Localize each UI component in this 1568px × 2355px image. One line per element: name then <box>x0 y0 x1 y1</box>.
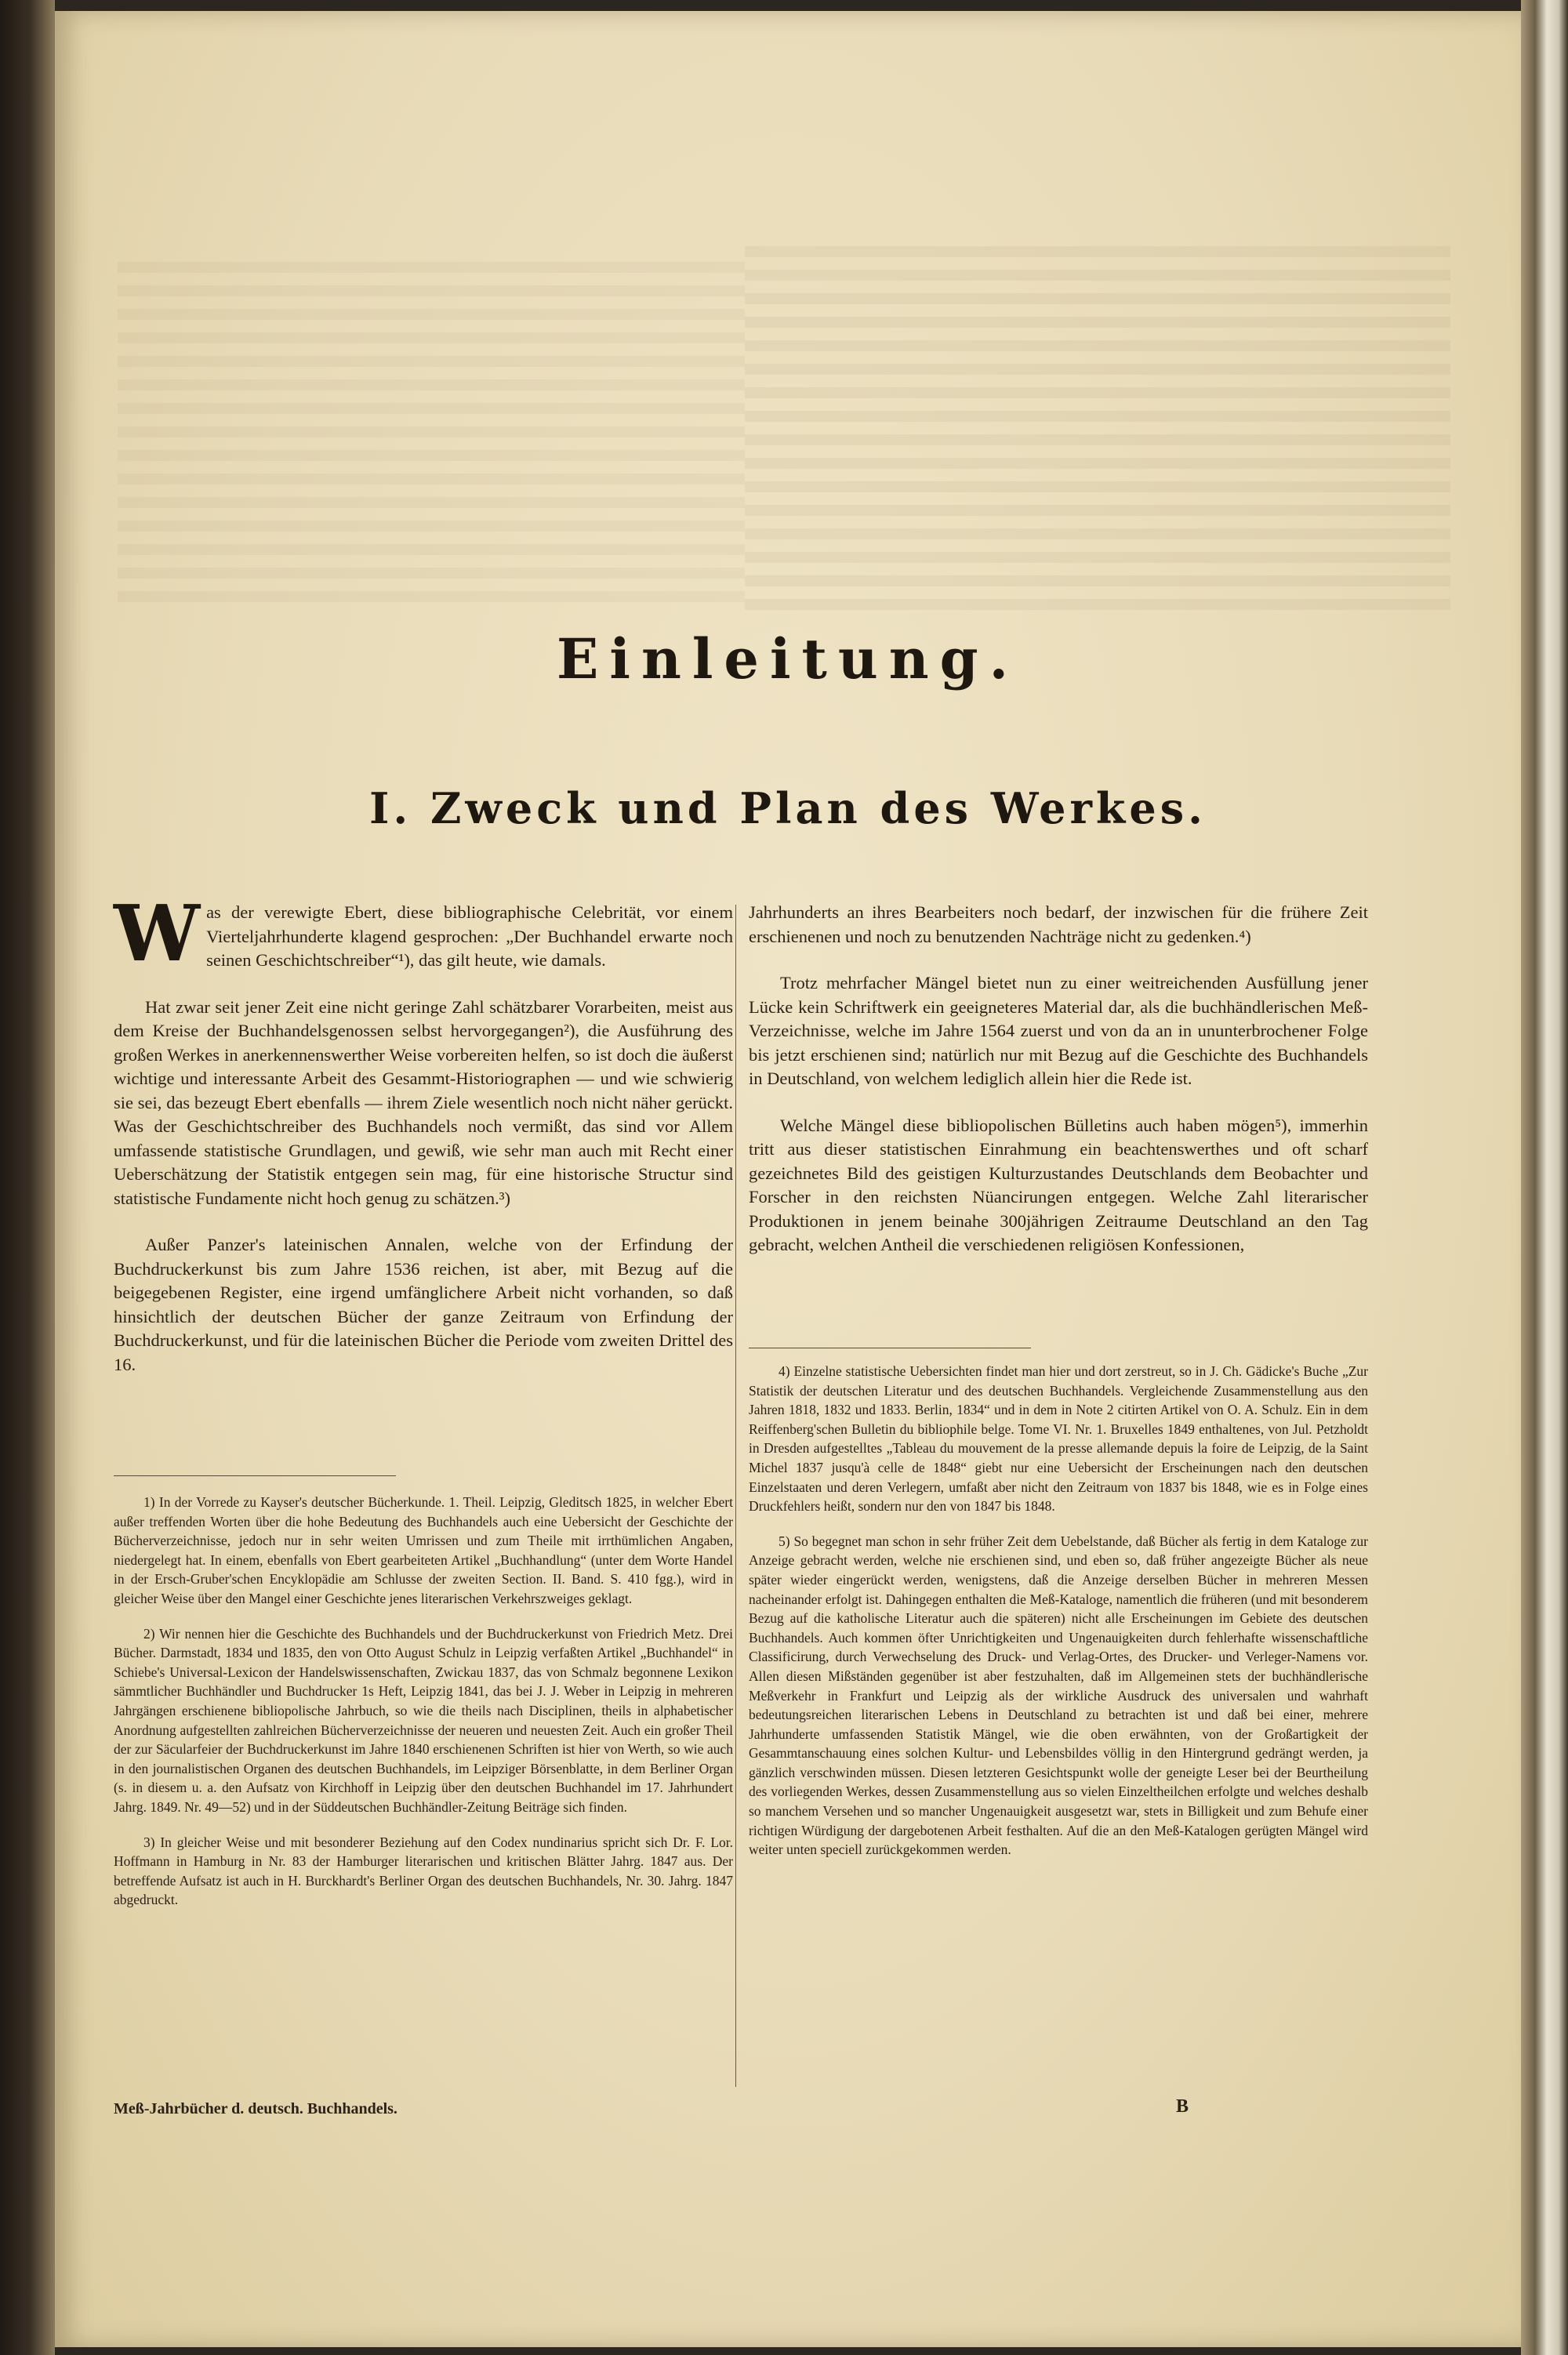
footnote: 5) So begegnet man schon in sehr früher Zeit dem Uebelstande, daß Bücher als fertig in dem Kataloge zur Anzeige gebracht werden, welche nie erschienen sind, und eben so, daß früher angezeigte Bücher als neue später wieder eingerückt werden, wenigstens, daß die Anzeige derselben Bücher in mehreren Messen nacheinander erfolgt ist. Dahingegen enthalten die Meß-Kataloge, namentlich die früheren (und mit besonderem Bezug auf die katholische Literatur auch die späteren) nicht alle Erscheinungen im Gebiete des deutschen Buchhandels. Auch kommen öfter Unrichtigkeiten und Ungenauigkeiten durch fehlerhafte wissenschaftliche Classificirung, durch Verwechselung des Druck- und Verlag-Ortes, des Drucker- und Verleger-Namens vor. Allen diesen Mißständen gegenüber ist aber festzuhalten, daß im Allgemeinen stets der buchhändlerische Meßverkehr in Frankfurt und Leipzig als der wirkliche Ausdruck des universalen und wahrhaft bedeutungsreichen literarischen Lebens in Deutschland zu betrachten ist und daß bei einer, mehrere Jahrhunderte umfassenden Statistik Mängel, wie die oben erwähnten, von der Großartigkeit der Gesammtanschauung eines solchen Kultur- und Lebensbildes völlig in den Hintergrund gedrängt werden, ja gänzlich verschwinden müssen. Diesen letzteren Gesichtspunkt wolle der geneigte Leser bei der Beurtheilung des vorliegenden Werkes, dessen Zusammenstellung aus so vielen Einzeltheilchen erfolgte und welches deshalb so manchem Versehen und so mancher Ungenauigkeit ausgesetzt war, stets in Billigkeit und zum Behufe einer richtigen Würdigung der dargebotenen Arbeit festhalten. Auf die an den Meß-Katalogen gerügten Mängel wird weiter unten speciell zurückgekommen werden. <box>749 1533 1368 1858</box>
paragraph: Außer Panzer's lateinischen Annalen, welche von der Erfindung der Buchdruckerkunst bis zum Jahre 1536 reichen, ist aber, mit Bezug auf die beigegebenen Register, eine irgend umfänglichere Arbeit nicht vorhanden, so daß hinsichtlich der deutschen Bücher der ganze Zeitraum von Erfindung der Buchdruckerkunst, und für die lateinischen Bücher die Periode vom zweiten Drittel des 16. <box>114 1235 733 1374</box>
section-title: I. Zweck und Plan des Werkes. <box>369 783 1207 833</box>
footnote: 2) Wir nennen hier die Geschichte des Buchhandels und der Buchdruckerkunst von Friedrich Metz. Drei Bücher. Darmstadt, 1834 und 1835, den von Otto August Schulz in Leipzig verfaßten Artikel „Buchhandel“ in Schiebe's Universal-Lexicon der Handelswissenschaften, Zwickau 1837, das von Schmalz begonnene Lexikon sämmtlicher Buchhändler und Buchdrucker 1s Heft, Leipzig 1841, das bei J. J. Weber in Leipzig in mehreren Jahrgängen erschienene bibliopolische Jahrbuch, so wie die theils nach Disciplinen, theils in alphabetischer Anordnung aufgestellten zahlreichen Bücherverzeichnisse der neueren und neuesten Zeit. Auch ein großer Theil der zur Säcularfeier der Buchdruckerkunst im Jahre 1840 erschienenen Schriften ist hier von Werth, so wie auch in den journalistischen Organen des deutschen Buchhandels, im Leipziger Börsenblatte, in dem Berliner Organ (s. in diesem u. a. den Aufsatz von Kirchhoff in Leipzig über den deutschen Buchhandel im 17. Jahrhundert Jahrg. 1849. Nr. 49—52) und in der Süddeutschen Buchhändler-Zeitung Beiträge sich finden. <box>114 1625 733 1815</box>
footnote: 4) Einzelne statistische Uebersichten findet man hier und dort zerstreut, so in J. Ch. Gädicke's Buche „Zur Statistik der deutschen Literatur und des deutschen Buchhandels. Vergleichende Zusammenstellung aus den Jahren 1818, 1832 und 1833. Berlin, 1834“ und in dem in Note 2 citirten Artikel von O. A. Schulz. Ein in dem Reiffenberg'schen Bulletin du bibliophile belge. Tome VI. Nr. 1. Bruxelles 1849 enthaltenes, von Jul. Petzholdt in Dresden aufgestelltes „Tableau du mouvement de la presse allemande depuis la foire de Leipzig, de la Saint Michel 1837 jusqu'à celle de 1848“ giebt nur eine Uebersicht der Erscheinungen nach den deutschen Einzelstaaten und deren Verlegern, umfaßt aber nicht den Zeitraum von 1837 bis 1848, wie es in Folge eines Druckfehlers heißt, sondern nur den von 1847 bis 1848. <box>749 1363 1368 1515</box>
paragraph: Welche Mängel diese bibliopolischen Bülletins auch haben mögen⁵), immerhin tritt aus dieser statistischen Einrahmung ein beachtenswerthes und oft scharf gezeichnetes Bild des geistigen Kulturzustandes Deutschlands dem Beobachter und Forscher in den reichsten Nüancirungen entgegen. Welche Zahl literarischer Produktionen in jenem beinahe 300jährigen Zeitraume Deutschland an den Tag gebracht, welchen Antheil die verschiedenen religiösen Konfessionen, <box>749 1115 1368 1254</box>
drop-cap: W <box>114 889 201 979</box>
paragraph: Hat zwar seit jener Zeit eine nicht geringe Zahl schätzbarer Vorarbeiten, meist aus dem Kreise der Buchhandelsgenossen selbst hervorgegangen²), die Ausführung des großen Werkes in anerkennenswerther Weise vorbereiten helfen, so ist doch die äußerst wichtige und interessante Arbeit des Gesammt-Historiographen — und wie schwierig sie sei, das bezeugt Ebert ebenfalls — ihrem Ziele wesentlich noch nicht näher gerückt. Was der Geschichtschreiber des Buchhandels noch vermißt, das sind vor Allem umfassende statistische Grundlagen, und gewiß, wie sehr man auch mit Recht einer Ueberschätzung der Statistik entgegen sein mag, für eine historische Structur sind statistische Fundamente nicht hoch genug zu schätzen.³) <box>114 996 733 1208</box>
paragraph: Trotz mehrfacher Mängel bietet nun zu einer weitreichenden Ausfüllung jener Lücke kein Schriftwerk ein geeigneteres Material dar, als die buchhändlerischen Meß-Verzeichnisse, welche im Jahre 1564 zuerst und von da an in ununterbrochener Folge bis jetzt erschienen sind; natürlich nur mit Bezug auf die Geschichte des Buchhandels in Deutschland, von welchem lediglich allein hier die Rede ist. <box>749 973 1368 1088</box>
footnotes-left <box>114 1493 733 1925</box>
printer-signature: Meß-Jahrbücher d. deutsch. Buchhandels. <box>114 2100 397 2117</box>
footnote: 3) In gleicher Weise und mit besonderer Beziehung auf den Codex nundinarius spricht sich Dr. F. Lor. Hoffmann in Hamburg in Nr. 83 der Hamburger literarischen und kritischen Blätter Jahrg. 1847 aus. Der betreffende Aufsatz ist auch in H. Burckhardt's Berliner Organ des deutschen Buchhandels, Nr. 30. Jahrg. 1847 abgedruckt. <box>114 1834 733 1908</box>
paragraph: Was der verewigte Ebert, diese bibliographische Celebrität, vor einem Vierteljahrhunderte klagend gesprochen: „Der Buchhandel erwarte noch seinen Geschichtschreiber“¹), das gilt heute, wie damals. <box>114 889 733 979</box>
sheet-signature: B <box>1176 2096 1189 2117</box>
page-edge-stack <box>1521 0 1568 2355</box>
footnote: 1) In der Vorrede zu Kayser's deutscher Bücherkunde. 1. Theil. Leipzig, Gleditsch 1825, in welcher Ebert außer treffenden Worten über die hohe Bedeutung des Buchhandels auch eine Uebersicht der Geschichte der Bücherverzeichnisse, jedoch nur in sehr weiten Umrissen und zum Theile mit irrthümlichen Angaben, niedergelegt hat. In einem, ebenfalls von Ebert gearbeiteten Artikel „Buchhandlung“ (unter dem Worte Handel in der Ersch-Gruber'schen Encyklopädie am Schlusse der zweiten Section. II. Band. S. 410 fgg.), wird in gleicher Weise über den Mangel einer Geschichte jenes literarischen Verkehrszweiges geklagt. <box>114 1494 733 1606</box>
show-through-texture <box>745 246 1450 622</box>
column-divider <box>735 905 736 2087</box>
footnote-rule-left <box>114 1475 396 1476</box>
book-binding-edge <box>0 0 55 2355</box>
book-page <box>55 11 1521 2347</box>
footnotes-right <box>749 1362 1368 1875</box>
show-through-texture-left <box>118 262 745 607</box>
paragraph: Jahrhunderts an ihres Bearbeiters noch bedarf, der inzwischen für die frühere Zeit erschienenen und noch zu benutzenden Nachträge nicht zu gedenken.⁴) <box>749 902 1368 946</box>
body-column-left <box>114 889 733 1399</box>
body-column-right <box>749 901 1368 1280</box>
page-heading: Einleitung. <box>557 626 1019 691</box>
